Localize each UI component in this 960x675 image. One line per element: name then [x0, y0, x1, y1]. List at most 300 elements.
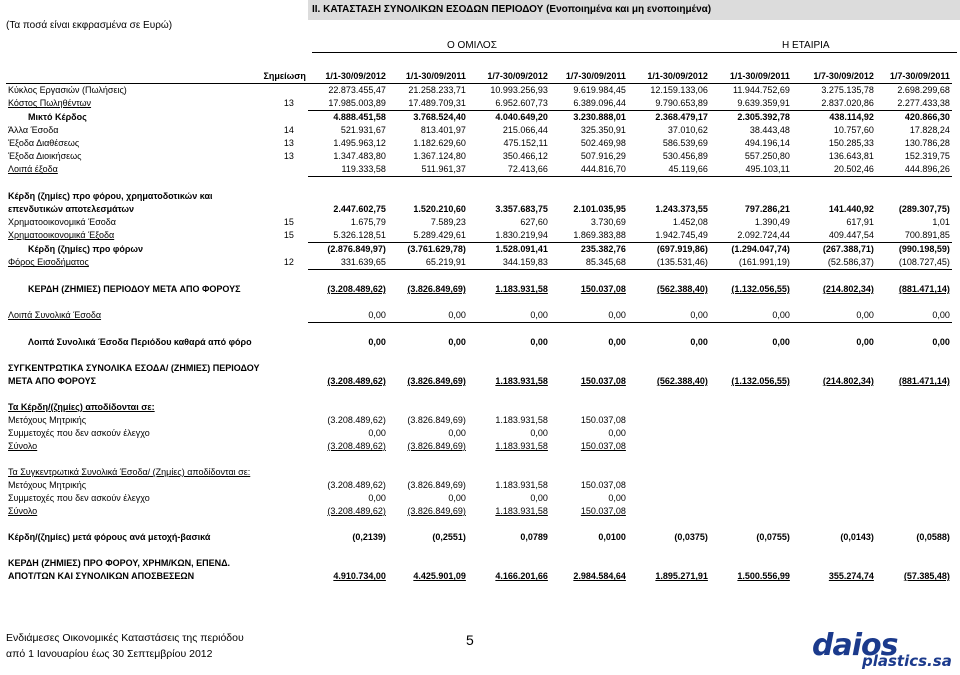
row-value — [710, 466, 792, 479]
period-header: 1/1-30/09/2012 — [628, 70, 710, 84]
period-header: 1/7-30/09/2012 — [792, 70, 876, 84]
row-value — [792, 414, 876, 427]
table-row — [6, 531, 952, 544]
table-row — [6, 163, 952, 177]
row-value — [628, 440, 710, 453]
row-value — [710, 479, 792, 492]
row-value: 38.443,48 — [749, 125, 790, 135]
row-value — [468, 453, 550, 466]
row-value: 2.447.602,75 — [333, 204, 386, 214]
row-value — [710, 492, 792, 505]
row-value — [876, 296, 952, 309]
table-row — [6, 362, 952, 375]
row-value: 141.440,92 — [828, 204, 874, 214]
row-value: 530.456,89 — [662, 151, 708, 161]
row-value — [710, 427, 792, 440]
table-row — [6, 150, 952, 163]
row-value: 355.274,74 — [828, 571, 874, 581]
row-value — [628, 453, 710, 466]
page-number: 5 — [466, 632, 474, 648]
row-value — [876, 349, 952, 362]
row-value: (3.208.489,62) — [327, 480, 386, 490]
row-note — [261, 531, 307, 544]
row-value: (3.208.489,62) — [327, 441, 386, 451]
row-value — [710, 557, 792, 570]
row-value — [710, 362, 792, 375]
row-value: 0,00 — [608, 337, 626, 347]
period-header: 1/1-30/09/2011 — [388, 70, 468, 84]
row-value: 17.828,24 — [909, 125, 950, 135]
row-value: 4.425.901,09 — [413, 571, 466, 581]
row-label: Κύκλος Εργασιών (Πωλήσεις) — [8, 85, 127, 95]
row-value — [628, 362, 710, 375]
row-label: Σύνολο — [8, 441, 38, 451]
row-label — [6, 270, 261, 284]
row-value: 325.350,91 — [580, 125, 626, 135]
table-row — [6, 479, 952, 492]
table-row — [6, 557, 952, 570]
row-value — [792, 453, 876, 466]
row-value — [876, 190, 952, 203]
row-label: Λοιπά Συνολικά Έσοδα Περιόδου καθαρά από φόρο — [28, 337, 252, 347]
row-value: 5.289.429,61 — [388, 229, 468, 243]
row-value — [792, 296, 876, 309]
row-value: 1.183.931,58 — [495, 506, 548, 516]
row-note — [261, 309, 307, 323]
row-value — [876, 544, 952, 557]
row-value: 0,00 — [932, 337, 950, 347]
row-value: 1.367.124,80 — [413, 151, 466, 161]
row-value: 150.037,08 — [580, 284, 626, 294]
row-note — [261, 466, 307, 479]
row-value — [876, 323, 952, 337]
footer-line-2: από 1 Ιανουαρίου έως 30 Σεπτεμβρίου 2012 — [6, 648, 213, 660]
row-label: Χρηματοοικονομικά Έσοδα — [8, 217, 116, 227]
row-note: 13 — [283, 151, 294, 161]
row-value: 9.639.359,91 — [710, 97, 792, 111]
table-row — [6, 453, 952, 466]
row-label — [6, 388, 261, 401]
row-value: (562.388,40) — [656, 376, 708, 386]
row-value — [628, 557, 710, 570]
row-label: Άλλα Έσοδα — [8, 125, 59, 135]
row-value — [308, 323, 388, 337]
row-note — [261, 270, 307, 284]
row-value: 2.837.020,86 — [792, 97, 876, 111]
company-label: Η ΕΤΑΙΡΙΑ — [782, 40, 830, 51]
company-logo — [812, 628, 954, 670]
row-note — [261, 388, 307, 401]
row-value — [308, 466, 388, 479]
table-row — [6, 492, 952, 505]
row-label: Σύνολο — [8, 506, 38, 516]
row-value — [792, 362, 876, 375]
row-value — [710, 414, 792, 427]
row-value: 215.066,44 — [502, 125, 548, 135]
row-label: Τα Συγκεντρωτικά Συνολικά Έσοδα/ (Ζημίες) αποδίδονται σε: — [8, 467, 251, 477]
row-value — [388, 518, 468, 531]
section-title: ΙΙ. ΚΑΤΑΣΤΑΣΗ ΣΥΝΟΛΙΚΩΝ ΕΣΟΔΩΝ ΠΕΡΙΟΔΟΥ (Ενοποιημένα και μη ενοποιημένα) — [312, 4, 712, 15]
row-value — [792, 518, 876, 531]
table-row — [6, 216, 952, 229]
row-value: 150.037,08 — [580, 506, 626, 516]
row-value: 1.347.483,80 — [333, 151, 386, 161]
row-label: Μετόχους Μητρικής — [8, 480, 87, 490]
row-value: 0,0789 — [520, 532, 548, 542]
row-label: Συμμετοχές που δεν ασκούν έλεγχο — [8, 493, 150, 503]
row-value: (3.826.849,69) — [407, 441, 466, 451]
row-value: 1.183.931,58 — [495, 284, 548, 294]
row-value — [308, 401, 388, 414]
period-header: 1/7-30/09/2011 — [550, 70, 628, 84]
row-value: 495.103,11 — [710, 163, 792, 177]
row-value — [876, 414, 952, 427]
row-value: 0,00 — [530, 493, 548, 503]
row-value — [468, 466, 550, 479]
row-note — [261, 557, 307, 570]
row-value — [710, 323, 792, 337]
row-value: 813.401,97 — [420, 125, 466, 135]
table-row — [6, 203, 952, 216]
row-value — [468, 349, 550, 362]
row-label: Κέρδη (ζημίες) προ φόρου, χρηματοδοτικών και — [8, 191, 213, 201]
row-value: 1.452,08 — [672, 217, 708, 227]
row-value — [468, 323, 550, 337]
row-value — [388, 296, 468, 309]
row-value — [550, 557, 628, 570]
table-row — [6, 466, 952, 479]
row-value: 1.182.629,60 — [413, 138, 466, 148]
row-value: 2.984.584,64 — [573, 571, 626, 581]
row-value: 4.910.734,00 — [333, 571, 386, 581]
row-value — [388, 557, 468, 570]
row-value — [876, 427, 952, 440]
table-row — [6, 401, 952, 414]
table-row — [6, 111, 952, 125]
row-value — [792, 388, 876, 401]
row-value: 438.114,92 — [829, 112, 874, 122]
row-label — [6, 177, 261, 191]
row-value: 17.985.003,89 — [308, 97, 388, 111]
row-value — [388, 190, 468, 203]
row-value — [468, 401, 550, 414]
row-note: 13 — [283, 138, 294, 148]
row-value — [388, 270, 468, 284]
row-label: Λοιπά έξοδα — [8, 164, 58, 175]
row-value — [468, 270, 550, 284]
row-value: 3.275.135,78 — [821, 85, 874, 95]
row-value — [550, 453, 628, 466]
table-row — [6, 505, 952, 518]
row-value: 11.944.752,69 — [733, 85, 790, 95]
row-value: 350.466,12 — [502, 151, 548, 161]
row-value — [468, 518, 550, 531]
row-value — [792, 492, 876, 505]
row-value: 0,00 — [368, 428, 386, 438]
row-value — [628, 296, 710, 309]
row-value: 10.757,60 — [833, 125, 874, 135]
row-note — [261, 243, 307, 257]
row-value: 235.382,76 — [580, 244, 626, 254]
row-value: 21.258.233,71 — [408, 85, 466, 95]
row-value — [710, 349, 792, 362]
row-note — [261, 349, 307, 362]
row-value: 0,00 — [308, 309, 388, 323]
row-value — [710, 453, 792, 466]
row-value: (1.132.056,55) — [731, 284, 790, 294]
row-value — [468, 362, 550, 375]
row-value — [628, 388, 710, 401]
row-value: 0,00 — [368, 493, 386, 503]
row-label — [6, 323, 261, 337]
row-value: 0,00 — [530, 428, 548, 438]
row-value — [628, 270, 710, 284]
row-value — [550, 296, 628, 309]
row-value — [628, 492, 710, 505]
row-value: 45.119,66 — [628, 163, 710, 177]
table-row — [6, 388, 952, 401]
row-value — [876, 440, 952, 453]
table-row — [6, 440, 952, 453]
row-value — [792, 440, 876, 453]
table-row — [6, 336, 952, 349]
row-value: 475.152,11 — [503, 138, 548, 148]
row-value: (881.471,14) — [898, 376, 950, 386]
row-value — [710, 440, 792, 453]
table-row — [6, 256, 952, 270]
header-divider — [312, 52, 957, 53]
row-value: 9.790.653,89 — [628, 97, 710, 111]
row-value: 521.931,67 — [340, 125, 386, 135]
row-label: ΑΠΟΤ/ΤΩΝ ΚΑΙ ΣΥΝΟΛΙΚΩΝ ΑΠΟΣΒΕΣΕΩΝ — [8, 571, 195, 581]
row-value — [308, 362, 388, 375]
row-value: (1.294.047,74) — [731, 244, 790, 254]
row-value: (1.132.056,55) — [731, 376, 790, 386]
row-value: (161.991,19) — [710, 256, 792, 270]
row-value: 3.768.524,40 — [413, 112, 466, 122]
period-header: 1/1-30/09/2012 — [308, 70, 388, 84]
row-value — [628, 479, 710, 492]
row-label: Κόστος Πωληθέντων — [8, 98, 92, 109]
row-value: 1.243.373,55 — [655, 204, 708, 214]
row-value: 1.390,49 — [754, 217, 790, 227]
row-value — [628, 427, 710, 440]
table-row — [6, 323, 952, 337]
row-value — [388, 453, 468, 466]
row-value: 150.037,08 — [580, 480, 626, 490]
table-row — [6, 570, 952, 583]
row-value: 2.092.724,44 — [710, 229, 792, 243]
row-value: (135.531,46) — [628, 256, 710, 270]
row-value — [710, 401, 792, 414]
row-value: (697.919,86) — [656, 244, 708, 254]
row-value — [550, 518, 628, 531]
row-value: 511.961,37 — [388, 163, 468, 177]
table-row — [6, 518, 952, 531]
row-value — [388, 544, 468, 557]
row-value: 0,00 — [530, 337, 548, 347]
row-value — [628, 190, 710, 203]
table-row — [6, 190, 952, 203]
period-header-row — [6, 70, 952, 84]
row-value — [710, 544, 792, 557]
row-value: 0,00 — [856, 337, 874, 347]
row-note — [261, 177, 307, 191]
row-value: (990.198,59) — [898, 244, 950, 254]
row-value: 4.888.451,58 — [333, 112, 386, 122]
header-label-cell — [6, 70, 261, 84]
row-value: (0,0755) — [756, 532, 790, 542]
row-value — [876, 177, 952, 191]
row-value — [876, 518, 952, 531]
row-value: 1.183.931,58 — [495, 441, 548, 451]
row-value — [308, 190, 388, 203]
row-value — [792, 349, 876, 362]
row-note: 14 — [283, 125, 294, 135]
row-value: (3.826.849,69) — [407, 506, 466, 516]
row-label: Έξοδα Διαθέσεως — [8, 138, 80, 148]
row-note — [261, 296, 307, 309]
row-note — [261, 190, 307, 203]
row-value — [792, 427, 876, 440]
row-note: 13 — [283, 98, 294, 109]
row-value — [308, 270, 388, 284]
row-value — [308, 296, 388, 309]
row-value — [876, 492, 952, 505]
row-value: 507.916,29 — [580, 151, 626, 161]
row-note — [261, 111, 307, 125]
row-value: 0,00 — [388, 309, 468, 323]
row-value: (57.385,48) — [903, 571, 950, 581]
row-value: 150.037,08 — [580, 376, 626, 386]
row-value: 1.495.963,12 — [333, 138, 386, 148]
row-value: 0,00 — [448, 493, 466, 503]
row-label: επενδυτικών αποτελεσμάτων — [8, 204, 135, 214]
row-value: 420.866,30 — [904, 112, 950, 122]
row-value: 130.786,28 — [904, 138, 950, 148]
row-value — [628, 505, 710, 518]
row-note — [261, 362, 307, 375]
table-row — [6, 309, 952, 323]
row-value — [308, 453, 388, 466]
row-value — [468, 388, 550, 401]
row-label: Λοιπά Συνολικά Έσοδα — [8, 310, 102, 321]
row-value: 1.520.210,60 — [413, 204, 466, 214]
row-value: 1.528.091,41 — [495, 244, 548, 254]
row-value: 502.469,98 — [580, 138, 626, 148]
row-value — [468, 190, 550, 203]
row-value: 0,00 — [690, 337, 708, 347]
row-value — [550, 401, 628, 414]
row-value: 4.166.201,66 — [495, 571, 548, 581]
row-note — [261, 453, 307, 466]
row-value — [710, 296, 792, 309]
row-value: 586.539,69 — [662, 138, 708, 148]
row-note — [261, 163, 307, 177]
row-label — [6, 453, 261, 466]
period-header: 1/7-30/09/2012 — [468, 70, 550, 84]
row-value — [468, 296, 550, 309]
row-note — [261, 203, 307, 216]
row-value: 152.319,75 — [904, 151, 950, 161]
row-value — [468, 177, 550, 191]
row-value — [710, 388, 792, 401]
row-value — [550, 466, 628, 479]
table-row — [6, 229, 952, 243]
row-value — [792, 544, 876, 557]
row-note — [261, 336, 307, 349]
row-value: 2.277.433,38 — [876, 97, 952, 111]
row-label: Τα Κέρδη/(ζημίες) αποδίδονται σε: — [8, 402, 155, 412]
row-value — [308, 544, 388, 557]
row-value: 1.183.931,58 — [495, 480, 548, 490]
row-note — [261, 375, 307, 388]
row-value: 557.250,80 — [744, 151, 790, 161]
row-value: 2.698.299,68 — [897, 85, 950, 95]
row-label: Φόρος Εισοδήματος — [8, 257, 89, 268]
row-value — [550, 270, 628, 284]
row-value — [628, 414, 710, 427]
row-value: 0,00 — [876, 309, 952, 323]
income-statement-table — [6, 70, 952, 583]
row-value — [792, 177, 876, 191]
row-value — [628, 349, 710, 362]
row-value — [550, 362, 628, 375]
row-value: 2.101.035,95 — [573, 204, 626, 214]
row-value: (0,0588) — [916, 532, 950, 542]
row-value: 3.357.683,75 — [495, 204, 548, 214]
row-note — [261, 492, 307, 505]
row-value: 1.183.931,58 — [495, 376, 548, 386]
row-value: 0,00 — [628, 309, 710, 323]
row-value: 7.589,23 — [430, 217, 466, 227]
logo-subtitle: plastics.sa — [862, 652, 952, 670]
row-value: (3.826.849,69) — [407, 376, 466, 386]
row-note — [261, 570, 307, 583]
row-value: 6.952.607,73 — [468, 97, 550, 111]
row-value: 1.675,79 — [350, 217, 386, 227]
row-value: (3.761.629,78) — [407, 244, 466, 254]
row-value: 0,00 — [550, 309, 628, 323]
row-note — [261, 479, 307, 492]
row-value — [388, 466, 468, 479]
row-value: 494.196,14 — [744, 138, 790, 148]
row-value: 4.040.649,20 — [495, 112, 548, 122]
row-label: Συμμετοχές που δεν ασκούν έλεγχο — [8, 428, 150, 438]
row-note — [261, 427, 307, 440]
row-value: 0,00 — [368, 337, 386, 347]
row-value — [710, 177, 792, 191]
row-value: 3.230.888,01 — [573, 112, 626, 122]
row-value: (0,2139) — [352, 532, 386, 542]
row-note — [261, 544, 307, 557]
row-value — [792, 323, 876, 337]
row-value — [628, 466, 710, 479]
row-value: (3.826.849,69) — [407, 284, 466, 294]
row-label: Μετόχους Μητρικής — [8, 415, 87, 425]
row-value: 700.891,85 — [876, 229, 952, 243]
row-value: 0,00 — [792, 309, 876, 323]
row-value: 17.489.709,31 — [388, 97, 468, 111]
row-value — [468, 544, 550, 557]
row-value — [876, 479, 952, 492]
row-value — [710, 505, 792, 518]
table-row — [6, 427, 952, 440]
period-header: 1/7-30/09/2011 — [876, 70, 952, 84]
row-value: (289.307,75) — [898, 204, 950, 214]
row-value: 3.730,69 — [590, 217, 626, 227]
row-value: (108.727,45) — [876, 256, 952, 270]
